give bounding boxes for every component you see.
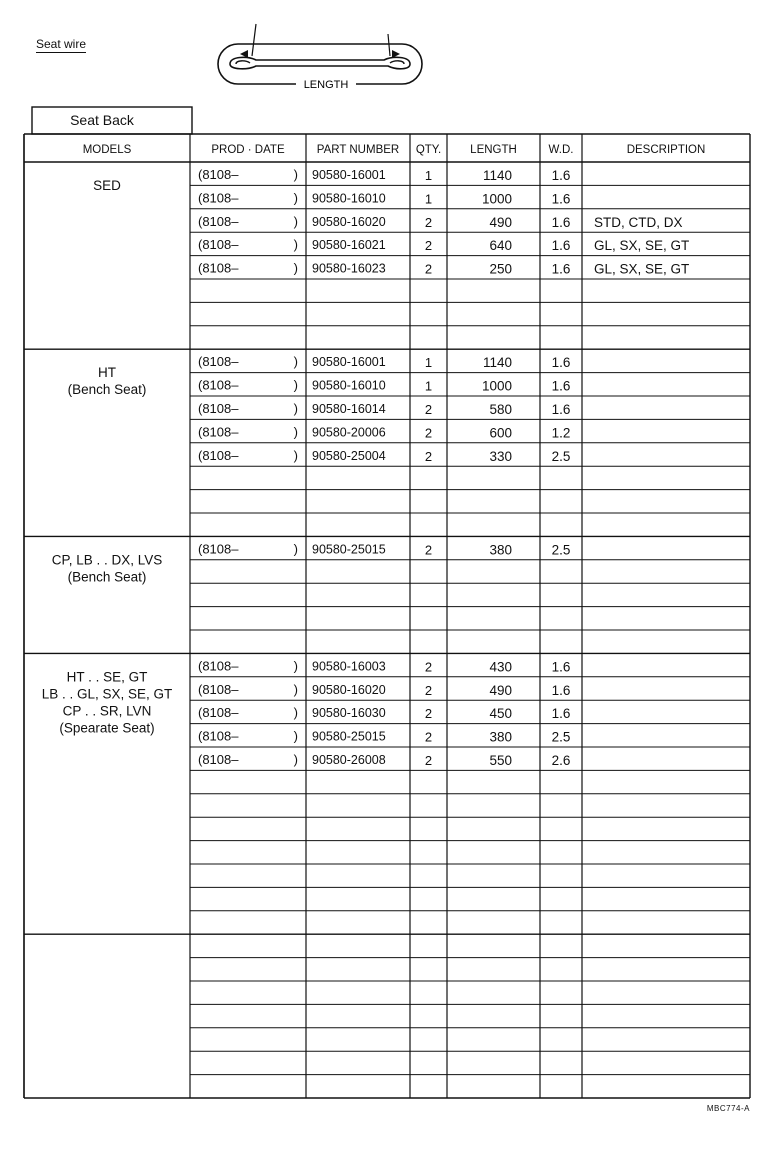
wd-cell: 1.6 xyxy=(551,378,571,394)
wd-cell: 2.5 xyxy=(551,448,571,464)
part-number-cell: 90580-16030 xyxy=(312,706,386,721)
column-header-2: PART NUMBER xyxy=(316,144,400,156)
model-label: (Bench Seat) xyxy=(67,382,147,398)
description-cell: GL, SX, SE, GT xyxy=(594,238,690,254)
column-header-1: PROD · DATE xyxy=(211,144,285,156)
qty-cell: 2 xyxy=(424,238,433,254)
prod-date-close: ) xyxy=(293,752,298,767)
prod-date-close: ) xyxy=(293,377,298,393)
part-number-cell: 90580-16010 xyxy=(312,191,386,206)
model-label: HT . . SE, GT xyxy=(66,669,148,685)
prod-date-close: ) xyxy=(293,728,298,744)
column-header-5: W.D. xyxy=(548,144,574,156)
wd-cell: 1.6 xyxy=(551,238,571,254)
prod-date-cell: (8108– xyxy=(198,752,239,767)
model-label: CP . . SR, LVN xyxy=(62,703,152,719)
prod-date-close: ) xyxy=(293,681,298,697)
prod-date-cell: (8108– xyxy=(198,213,239,229)
wd-cell: 1.2 xyxy=(551,425,571,441)
model-label: SED xyxy=(93,178,121,193)
part-number-cell: 90580-26008 xyxy=(312,753,386,767)
length-cell: 600 xyxy=(489,425,512,441)
model-label: HT xyxy=(98,365,116,381)
qty-cell: 2 xyxy=(424,214,433,230)
column-header-4: LENGTH xyxy=(470,144,517,156)
prod-date-close: ) xyxy=(293,447,298,463)
prod-date-close: ) xyxy=(293,213,298,229)
length-cell: 1000 xyxy=(481,378,512,394)
length-cell: 330 xyxy=(489,448,512,464)
prod-date-close: ) xyxy=(293,190,298,206)
prod-date-close: ) xyxy=(293,401,298,416)
length-cell: 640 xyxy=(489,238,512,254)
prod-date-cell: (8108– xyxy=(198,401,239,416)
length-cell: 250 xyxy=(489,261,512,277)
length-cell: 1140 xyxy=(482,355,512,371)
column-header-6: DESCRIPTION xyxy=(626,144,706,156)
qty-cell: 2 xyxy=(424,706,433,722)
length-cell: 430 xyxy=(489,659,512,675)
prod-date-cell: (8108– xyxy=(198,167,239,182)
part-number-cell: 90580-16010 xyxy=(312,378,386,393)
column-header-0: MODELS xyxy=(82,144,132,156)
prod-date-close: ) xyxy=(293,260,298,276)
length-cell: 450 xyxy=(489,706,512,722)
figure-code: MBC774-A xyxy=(706,1104,750,1113)
prod-date-cell: (8108– xyxy=(198,728,239,744)
part-number-cell: 90580-16021 xyxy=(312,238,386,253)
qty-cell: 2 xyxy=(424,659,433,675)
qty-cell: 2 xyxy=(424,261,433,277)
wd-cell: 1.6 xyxy=(551,191,571,207)
prod-date-close: ) xyxy=(293,541,298,557)
qty-cell: 1 xyxy=(424,355,433,371)
length-cell: 1140 xyxy=(482,168,512,183)
prod-date-cell: (8108– xyxy=(198,658,239,674)
qty-cell: 2 xyxy=(424,448,433,464)
part-number-cell: 90580-16001 xyxy=(312,168,386,182)
prod-date-cell: (8108– xyxy=(198,705,239,721)
prod-date-close: ) xyxy=(293,354,298,370)
description-cell: GL, SX, SE, GT xyxy=(594,261,690,277)
part-number-cell: 90580-16023 xyxy=(312,261,386,276)
part-number-cell: 90580-20006 xyxy=(312,425,386,440)
prod-date-cell: (8108– xyxy=(198,260,239,276)
prod-date-cell: (8108– xyxy=(198,541,239,557)
length-cell: 490 xyxy=(489,214,512,230)
length-label: LENGTH xyxy=(303,79,349,91)
diagram-label: Seat wire xyxy=(36,37,87,51)
prod-date-close: ) xyxy=(293,167,298,182)
part-number-cell: 90580-16014 xyxy=(312,402,386,416)
length-cell: 580 xyxy=(489,402,512,417)
qty-cell: 2 xyxy=(424,729,433,745)
part-number-cell: 90580-25015 xyxy=(312,542,386,557)
prod-date-cell: (8108– xyxy=(198,237,239,253)
wd-cell: 1.6 xyxy=(551,659,571,675)
wd-cell: 1.6 xyxy=(551,168,571,183)
wd-cell: 2.5 xyxy=(551,542,571,558)
part-number-cell: 90580-16003 xyxy=(312,659,386,674)
qty-cell: 2 xyxy=(424,753,433,768)
qty-cell: 1 xyxy=(424,378,433,394)
length-cell: 1000 xyxy=(481,191,512,207)
length-cell: 380 xyxy=(489,729,512,745)
length-cell: 380 xyxy=(489,542,512,558)
qty-cell: 1 xyxy=(424,191,433,207)
prod-date-cell: (8108– xyxy=(198,681,239,697)
prod-date-cell: (8108– xyxy=(198,354,239,370)
part-number-cell: 90580-16020 xyxy=(312,214,386,229)
prod-date-close: ) xyxy=(293,705,298,721)
qty-cell: 2 xyxy=(424,542,433,558)
wd-cell: 1.6 xyxy=(551,402,571,417)
part-number-cell: 90580-16001 xyxy=(312,355,386,370)
column-header-3: QTY. xyxy=(415,144,442,156)
model-label: (Spearate Seat) xyxy=(59,720,155,736)
description-cell: STD, CTD, DX xyxy=(594,214,683,230)
part-number-cell: 90580-16020 xyxy=(312,682,386,697)
length-cell: 550 xyxy=(489,753,512,768)
qty-cell: 2 xyxy=(424,402,433,417)
wd-cell: 2.5 xyxy=(551,729,571,745)
prod-date-cell: (8108– xyxy=(198,447,239,463)
part-number-cell: 90580-25015 xyxy=(312,729,386,744)
model-label: LB . . GL, SX, SE, GT xyxy=(41,686,173,702)
wd-cell: 1.6 xyxy=(551,682,571,698)
prod-date-cell: (8108– xyxy=(198,377,239,393)
length-cell: 490 xyxy=(489,682,512,698)
wd-cell: 2.6 xyxy=(551,753,571,768)
qty-cell: 2 xyxy=(424,425,433,441)
qty-cell: 1 xyxy=(424,168,433,183)
part-number-cell: 90580-25004 xyxy=(312,448,386,463)
qty-cell: 2 xyxy=(424,682,433,698)
wd-cell: 1.6 xyxy=(551,355,571,371)
model-label: CP, LB . . DX, LVS xyxy=(51,552,163,568)
prod-date-cell: (8108– xyxy=(198,424,239,440)
prod-date-close: ) xyxy=(293,237,298,253)
prod-date-close: ) xyxy=(293,658,298,674)
model-label: (Bench Seat) xyxy=(67,569,147,585)
prod-date-cell: (8108– xyxy=(198,190,239,206)
section-title: Seat Back xyxy=(70,112,134,128)
prod-date-close: ) xyxy=(293,424,298,440)
wd-cell: 1.6 xyxy=(551,261,571,277)
wd-cell: 1.6 xyxy=(551,214,571,230)
wd-cell: 1.6 xyxy=(551,706,571,722)
